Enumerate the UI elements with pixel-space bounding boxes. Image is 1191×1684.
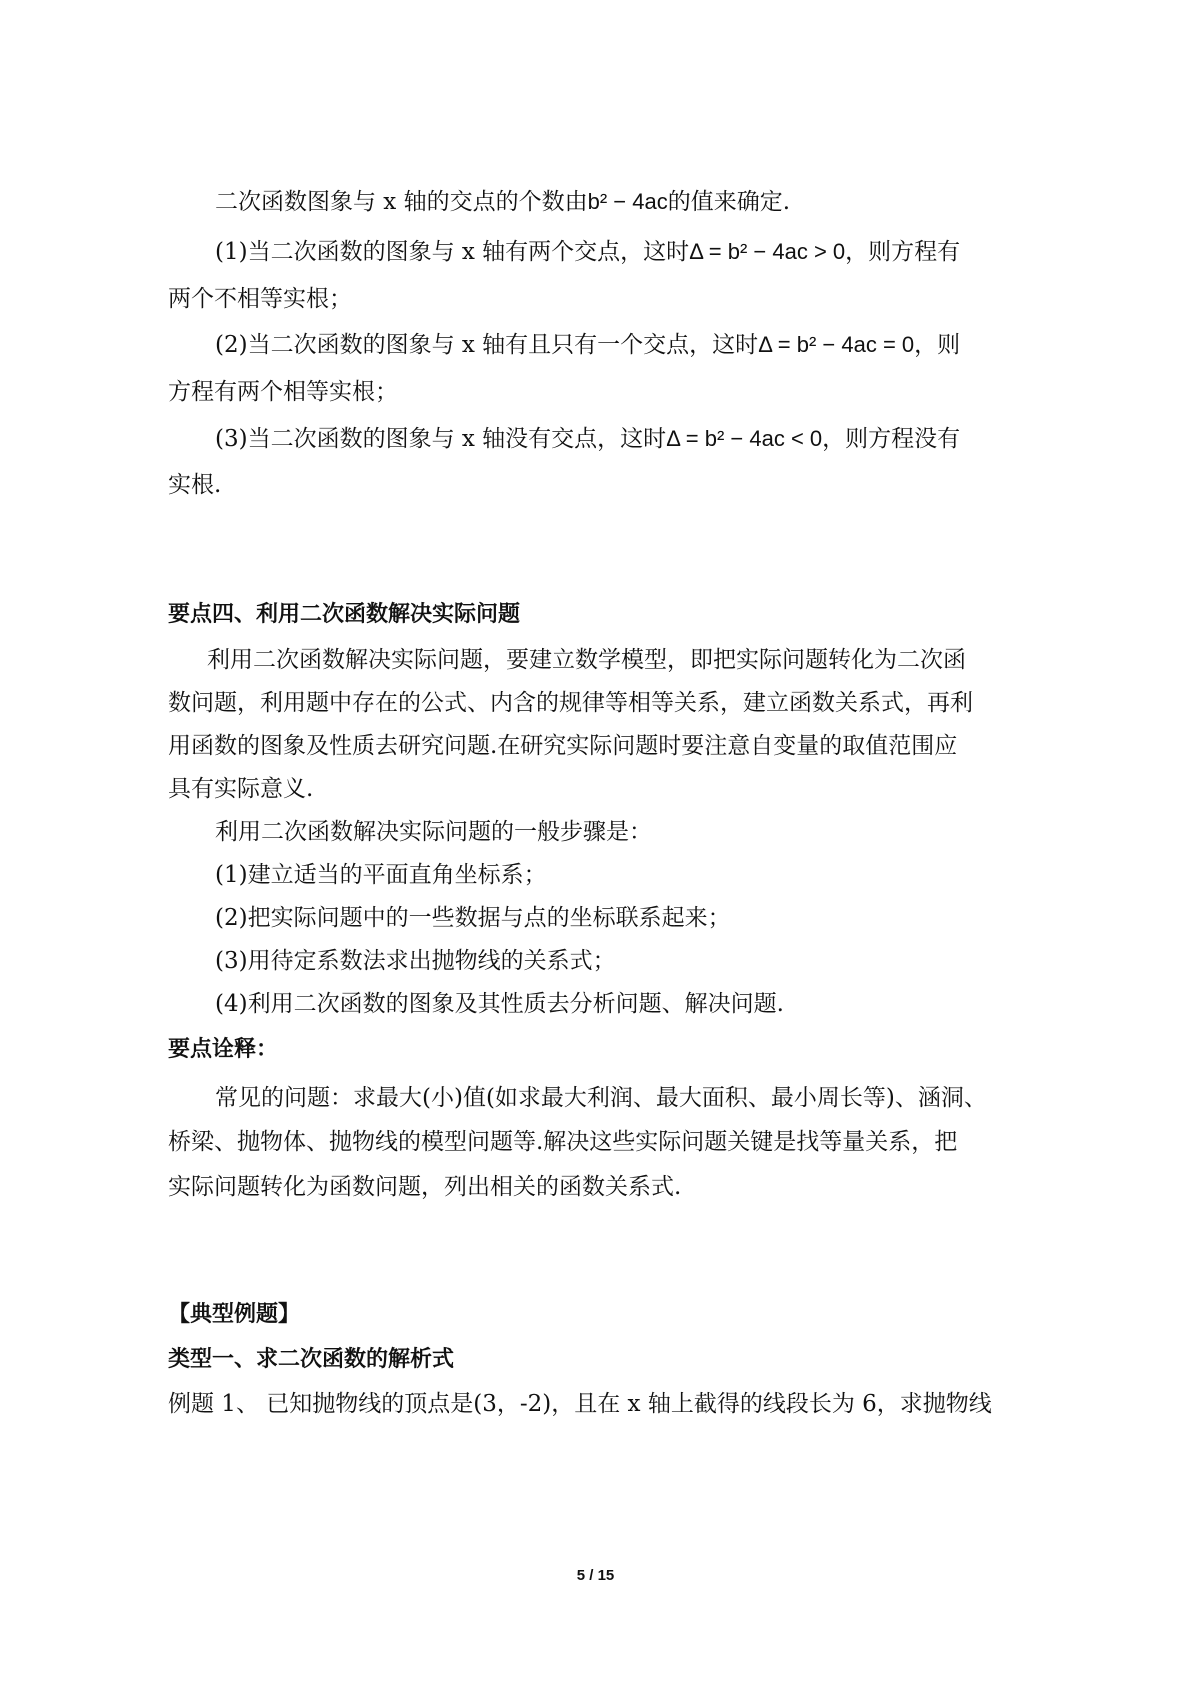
section-four-paragraph-line-2: 数问题，利用题中存在的公式、内含的规律等相等关系，建立函数关系式，再利 [168, 690, 973, 716]
intro-text: 二次函数图象与 x 轴的交点的个数由 [215, 189, 588, 215]
case3-formula: Δ = b² − 4ac < 0 [666, 426, 823, 451]
case1-text-end: ，则方程有 [845, 239, 961, 265]
case2-line [215, 330, 960, 360]
intro-line [215, 187, 790, 217]
example-1-text: 例题 1、 已知抛物线的顶点是(3，-2)，且在 x 轴上截得的线段长为 6，求抛物线 [168, 1391, 992, 1417]
step-3: (3)用待定系数法求出抛物线的关系式； [215, 948, 616, 974]
case3-continuation: 实根. [168, 472, 222, 498]
steps-intro: 利用二次函数解决实际问题的一般步骤是： [215, 819, 652, 845]
case2-continuation: 方程有两个相等实根； [168, 379, 398, 405]
section-four-paragraph-line-3: 用函数的图象及性质去研究问题.在研究实际问题时要注意自变量的取值范围应 [168, 733, 958, 759]
step-4: (4)利用二次函数的图象及其性质去分析问题、解决问题. [215, 991, 784, 1017]
case1-text: (1)当二次函数的图象与 x 轴有两个交点，这时 [215, 239, 690, 265]
case3-line [215, 424, 960, 454]
case3-text: (3)当二次函数的图象与 x 轴没有交点，这时 [215, 426, 667, 452]
step-1: (1)建立适当的平面直角坐标系； [215, 862, 547, 888]
explanation-heading: 要点诠释： [168, 1037, 279, 1062]
explanation-line-3: 实际问题转化为函数问题，列出相关的函数关系式. [168, 1174, 682, 1200]
case1-line [215, 237, 960, 267]
type-one-heading: 类型一、求二次函数的解析式 [168, 1347, 455, 1372]
explanation-line-2: 桥梁、抛物体、抛物线的模型问题等.解决这些实际问题关键是找等量关系，把 [168, 1129, 958, 1155]
section-four-paragraph-line-4: 具有实际意义. [168, 776, 314, 802]
discriminant-formula: b² − 4ac [587, 189, 668, 214]
case2-text: (2)当二次函数的图象与 x 轴有且只有一个交点，这时 [215, 332, 759, 358]
case2-formula: Δ = b² − 4ac = 0 [758, 332, 915, 357]
section-four-paragraph-line-1: 利用二次函数解决实际问题，要建立数学模型，即把实际问题转化为二次函 [207, 647, 966, 673]
case1-formula: Δ = b² − 4ac > 0 [689, 239, 846, 264]
case3-text-end: ，则方程没有 [822, 426, 961, 452]
examples-heading: 【典型例题】 [168, 1302, 301, 1327]
case1-continuation: 两个不相等实根； [168, 286, 352, 312]
explanation-line-1: 常见的问题：求最大(小)值(如求最大利润、最大面积、最小周长等)、涵洞、 [215, 1085, 987, 1111]
section-four-heading: 要点四、利用二次函数解决实际问题 [168, 602, 521, 627]
page-number: 5 / 15 [576, 1567, 615, 1584]
case2-text-end: ，则 [914, 332, 961, 358]
step-2: (2)把实际问题中的一些数据与点的坐标联系起来； [215, 905, 731, 931]
intro-text-end: 的值来确定. [667, 189, 791, 215]
